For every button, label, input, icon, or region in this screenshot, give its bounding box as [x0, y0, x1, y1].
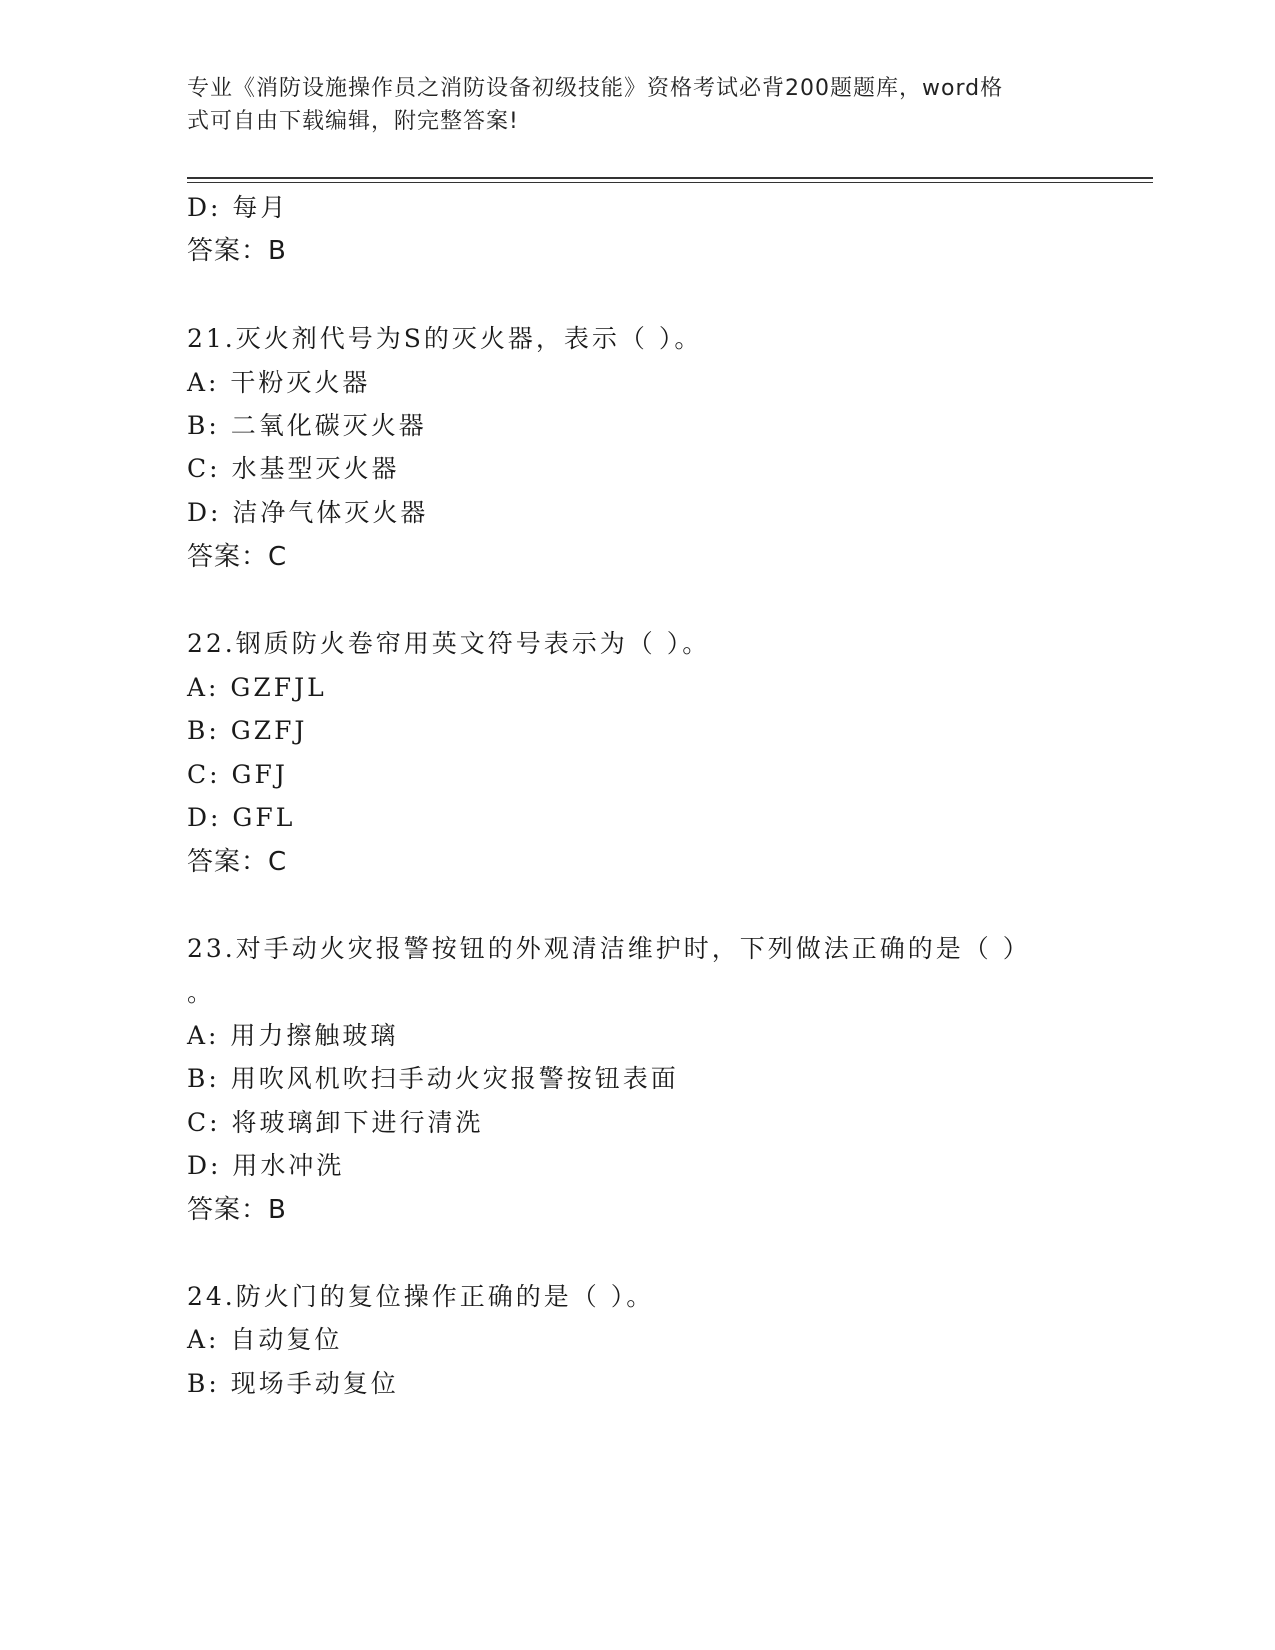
q21-option-a: A: 干粉灭火器 [187, 368, 371, 397]
q22-option-d: D: GFL [187, 803, 296, 832]
q22-option-c: C: GFJ [187, 760, 288, 789]
header-line-1: 专业《消防设施操作员之消防设备初级技能》资格考试必背200题题库，word格 [187, 76, 1004, 101]
q22-option-b: B: GZFJ [187, 716, 308, 745]
question-21: 21.灭火剂代号为S的灭火器，表示（ ）。 [187, 324, 703, 353]
question-24: 24.防火门的复位操作正确的是（ ）。 [187, 1282, 655, 1311]
q23-option-b: B: 用吹风机吹扫手动火灾报警按钮表面 [187, 1064, 679, 1093]
header-divider-thick [187, 177, 1153, 179]
q23-option-c: C: 将玻璃卸下进行清洗 [187, 1108, 484, 1137]
q23-option-a: A: 用力擦触玻璃 [187, 1021, 399, 1050]
q21-option-d: D: 洁净气体灭火器 [187, 498, 429, 527]
question-22: 22.钢质防火卷帘用英文符号表示为（ ）。 [187, 629, 711, 658]
q22-answer: 答案：C [187, 847, 288, 877]
document-header [187, 72, 1067, 138]
previous-answer: 答案：B [187, 236, 287, 266]
q23-answer: 答案：B [187, 1195, 287, 1225]
question-23: 23.对手动火灾报警按钮的外观清洁维护时，下列做法正确的是（ ） [187, 934, 1031, 963]
header-divider-thin [187, 182, 1153, 183]
header-line-2: 式可自由下载编辑，附完整答案! [187, 109, 519, 134]
q24-option-a: A: 自动复位 [187, 1325, 343, 1354]
q21-option-c: C: 水基型灭火器 [187, 454, 400, 483]
previous-option-d: D: 每月 [187, 193, 289, 222]
q22-option-a: A: GZFJL [187, 673, 327, 702]
q21-answer: 答案：C [187, 542, 288, 572]
question-23-continuation: 。 [187, 978, 216, 1007]
q23-option-d: D: 用水冲洗 [187, 1151, 345, 1180]
q24-option-b: B: 现场手动复位 [187, 1369, 399, 1398]
q21-option-b: B: 二氧化碳灭火器 [187, 411, 427, 440]
